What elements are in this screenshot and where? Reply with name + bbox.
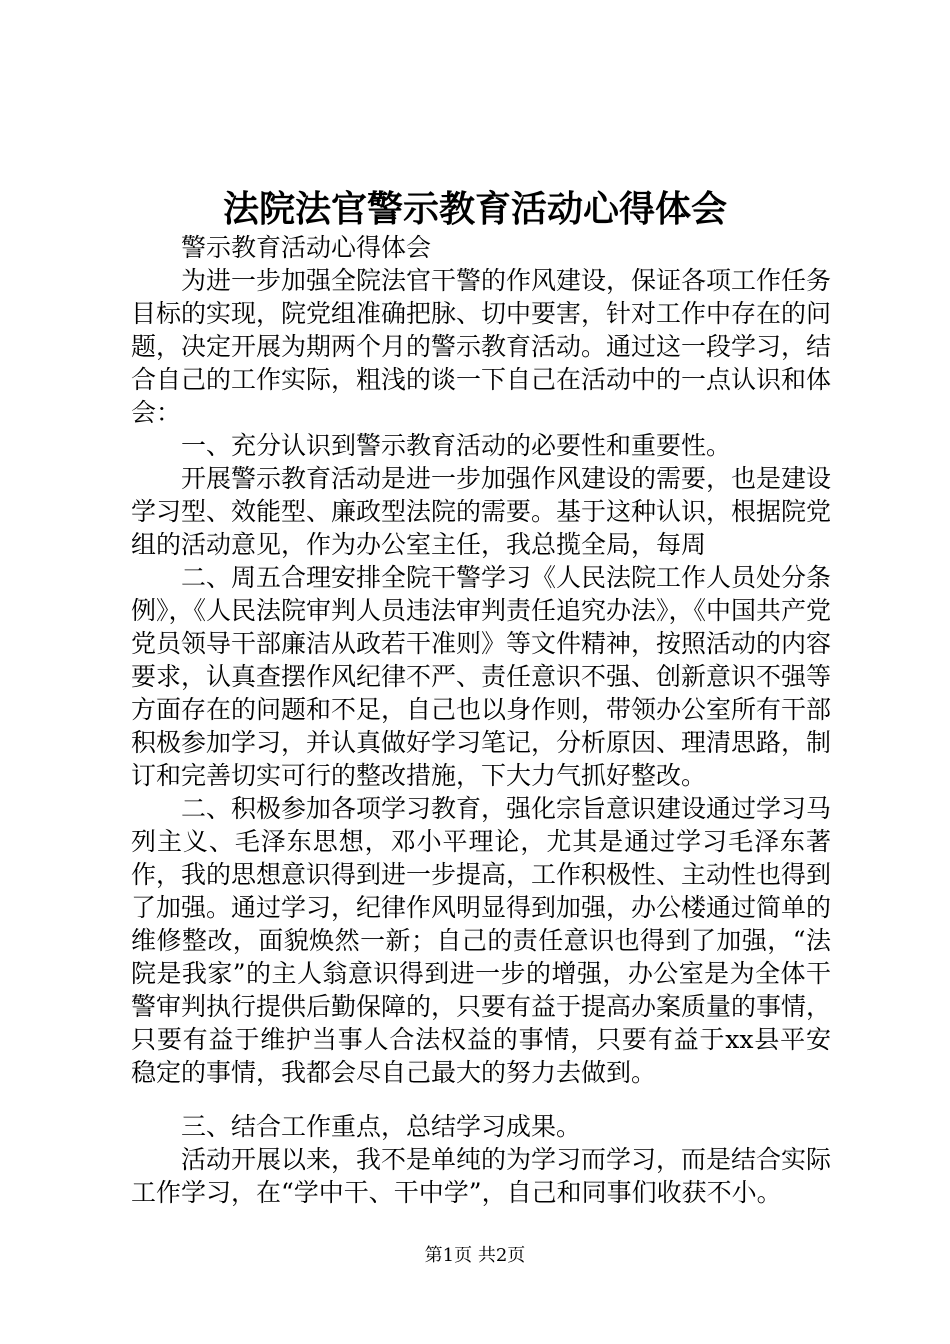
page-footer: 第1页 共2页 xyxy=(424,1245,526,1266)
paragraph-subtitle: 警示教育活动心得体会 xyxy=(181,233,432,262)
paragraph-heading-1: 一、充分认识到警示教育活动的必要性和重要性。 xyxy=(181,431,732,460)
paragraph-4: 活动开展以来，我不是单纯的为学习而学习，而是结合实际工作学习，在“学中干、干中学”，自己和同事们收获不小。 xyxy=(131,1145,832,1207)
paragraph-heading-3: 三、结合工作重点，总结学习成果。 xyxy=(181,1112,582,1141)
document-title: 法院法官警示教育活动心得体会 xyxy=(222,188,727,230)
paragraph-3: 二、积极参加各项学习教育，强化宗旨意识建设通过学习马列主义、毛泽东思想，邓小平理论，尤其是通过学习毛泽东著作，我的思想意识得到进一步提高，工作积极性、主动性也得到了加强。通过学习，纪律作风明显得到加强，办公楼通过简单的维修整改，面貌焕然一新；自己的责任意识也得到了加强，“法院是我家”的主人翁意识得到进一步的增强，办公室是为全体干警审判执行提供后勤保障的，只要有益于提高办案质量的事情，只要有益于维护当事人合法权益的事情，只要有益于xx县平安稳定的事情，我都会尽自己最大的努力去做到。 xyxy=(131,794,832,1087)
document-body xyxy=(131,231,831,1209)
paragraph-intro: 为进一步加强全院法官干警的作风建设，保证各项工作任务目标的实现，院党组准确把脉、切中要害，针对工作中存在的问题，决定开展为期两个月的警示教育活动。通过这一段学习，结合自己的工作实际，粗浅的谈一下自己在活动中的一点认识和体会： xyxy=(131,266,832,427)
paragraph-1: 开展警示教育活动是进一步加强作风建设的需要，也是建设学习型、效能型、廉政型法院的需要。基于这种认识，根据院党组的活动意见，作为办公室主任，我总揽全局，每周 xyxy=(131,464,832,559)
paragraph-2: 二、周五合理安排全院干警学习《人民法院工作人员处分条例》，《人民法院审判人员违法审判责任追究办法》，《中国共产党党员领导干部廉洁从政若干准则》等文件精神，按照活动的内容要求，认真查摆作风纪律不严、责任意识不强、创新意识不强等方面存在的问题和不足，自己也以身作则，带领办公室所有干部积极参加学习，并认真做好学习笔记，分析原因、理清思路，制订和完善切实可行的整改措施，下大力气抓好整改。 xyxy=(131,563,832,790)
